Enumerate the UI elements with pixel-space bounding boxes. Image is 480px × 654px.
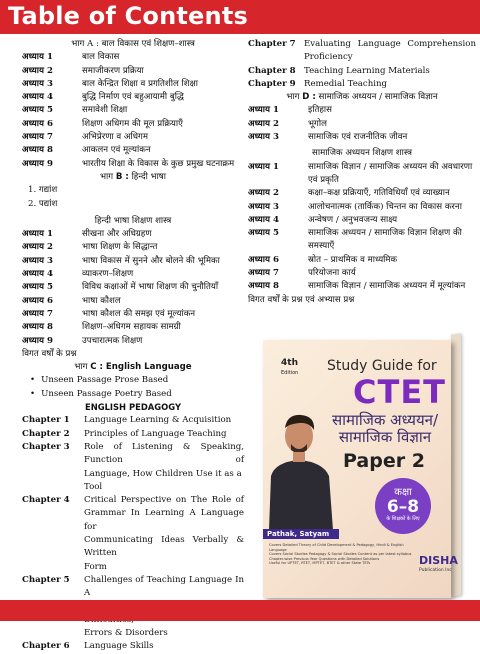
chapter-title: बाल केन्द्रित शिक्षा व प्रगतिशील शिक्षा bbox=[82, 78, 199, 89]
chapter-title: भाषा शिक्षण के सिद्धान्त bbox=[82, 242, 158, 253]
logo-sub: Publication Inc bbox=[419, 568, 452, 573]
edition-number: 4th bbox=[281, 358, 298, 368]
chapter-title: अभिप्रेरणा व अधिगम bbox=[82, 132, 148, 143]
chapter-number: Chapter 3 bbox=[22, 441, 70, 452]
page-title: Table of Contents bbox=[8, 2, 248, 30]
chapter-row bbox=[22, 131, 244, 144]
chapter-row bbox=[248, 267, 476, 280]
part-a-heading: भाग A : बाल विकास एवं शिक्षण–शास्त्र bbox=[71, 39, 195, 49]
chapter-title-line: Evaluating Language Comprehension bbox=[304, 39, 476, 49]
edition-label bbox=[281, 358, 298, 378]
chapter-number: Chapter 2 bbox=[22, 428, 70, 439]
chapter-row bbox=[248, 78, 476, 91]
chapter-title bbox=[80, 494, 244, 574]
chapter-title: कक्षा–कक्ष प्रक्रियाएँ, गतिविधियाँ एवं व्याख्यान bbox=[308, 188, 450, 199]
chapter-row bbox=[248, 161, 476, 188]
chapter-number: अध्याय 2 bbox=[22, 65, 53, 76]
chapter-title-line: Role of Listening & Speaking, Function of bbox=[84, 441, 244, 466]
book-ctet: CTET bbox=[353, 373, 446, 411]
disha-logo bbox=[419, 556, 458, 576]
chapter-title: आकलन एवं मूल्यांकन bbox=[82, 145, 151, 156]
part-b-heading bbox=[22, 171, 244, 184]
chapter-title: व्याकरण–शिक्षण bbox=[82, 269, 134, 280]
chapter-title: सामाजिक विज्ञान / सामाजिक अध्ययन में मूल्यांकन bbox=[308, 281, 466, 292]
chapter-number: अध्याय 3 bbox=[22, 255, 53, 266]
chapter-row bbox=[22, 308, 244, 321]
class-range: 6–8 bbox=[386, 497, 420, 517]
chapter-number: अध्याय 2 bbox=[248, 188, 279, 199]
blurb-line: Covers Social Studies Pedagogy & Social Studies Content as per latest syllabus bbox=[269, 552, 412, 557]
english-chapter-list-cont bbox=[248, 38, 476, 91]
chapter-number: अध्याय 9 bbox=[22, 158, 53, 169]
chapter-row bbox=[22, 241, 244, 254]
part-a-list bbox=[22, 51, 244, 171]
chapter-number: अध्याय 5 bbox=[22, 282, 53, 293]
part-d-prefix: भाग bbox=[286, 92, 300, 103]
list-item: 1. गद्यांश bbox=[28, 185, 58, 196]
chapter-row bbox=[22, 494, 244, 574]
list-item: • Unseen Passage Prose Based bbox=[22, 374, 244, 387]
class-badge bbox=[375, 478, 431, 534]
chapter-number: अध्याय 3 bbox=[248, 132, 279, 143]
chapter-title-line: Proficiency bbox=[304, 52, 353, 63]
part-b-title: हिन्दी भाषा bbox=[131, 171, 166, 182]
chapter-title-line: Language Learning & Acquisition bbox=[84, 415, 232, 426]
part-d-heading bbox=[248, 91, 476, 104]
chapter-row bbox=[248, 118, 476, 131]
chapter-number: अध्याय 2 bbox=[248, 118, 279, 129]
blurb-line: Useful for UPTET, RTET, MPTET, BTET & other State TETs bbox=[269, 561, 371, 566]
chapter-number: अध्याय 1 bbox=[22, 52, 53, 63]
chapter-row bbox=[22, 158, 244, 171]
book-study-guide: Study Guide for bbox=[327, 358, 437, 374]
chapter-title bbox=[80, 414, 244, 427]
chapter-title: सीखना और अधिग्रहण bbox=[82, 229, 152, 240]
chapter-title bbox=[300, 38, 476, 65]
chapter-title bbox=[300, 65, 476, 78]
chapter-row bbox=[22, 428, 244, 441]
chapter-row bbox=[248, 38, 476, 65]
part-c-prefix: भाग bbox=[74, 362, 88, 373]
part-d-title: सामाजिक अध्ययन / सामाजिक विज्ञान bbox=[318, 92, 438, 103]
part-c-title: C : English Language bbox=[90, 362, 192, 373]
chapter-row bbox=[22, 228, 244, 241]
previous-years-text: विगत वर्षों के प्रश्न bbox=[22, 348, 77, 359]
chapter-row bbox=[22, 104, 244, 117]
chapter-number: Chapter 4 bbox=[22, 495, 70, 506]
chapter-title: भाषा विकास में सुनने और बोलने की भूमिका bbox=[82, 255, 220, 266]
chapter-number: अध्याय 6 bbox=[22, 295, 53, 306]
chapter-number: अध्याय 8 bbox=[22, 322, 53, 333]
author-photo bbox=[263, 406, 339, 530]
chapter-number: अध्याय 9 bbox=[22, 335, 53, 346]
chapter-number: अध्याय 5 bbox=[22, 105, 53, 116]
chapter-number: अध्याय 7 bbox=[22, 308, 53, 319]
chapter-title: परियोजना कार्य bbox=[308, 268, 356, 279]
book-paper: Paper 2 bbox=[343, 450, 425, 472]
chapter-title bbox=[300, 78, 476, 91]
blurb-line: Covers Detailed Theory of Child Development & Pedagogy, Hindi & English Language bbox=[269, 543, 404, 552]
chapter-title-line: Form bbox=[84, 561, 107, 572]
book-blurb bbox=[269, 543, 419, 566]
chapter-number: अध्याय 1 bbox=[248, 105, 279, 116]
chapter-title: सामाजिक विज्ञान / सामाजिक अध्ययन की अवधारणा एवं प्रकृति bbox=[308, 161, 473, 185]
chapter-row bbox=[22, 268, 244, 281]
chapter-row bbox=[248, 227, 476, 254]
chapter-number: अध्याय 6 bbox=[248, 254, 279, 265]
bottom-bar bbox=[0, 600, 480, 621]
chapter-title: अन्वेषण / अनुभवजन्य साक्ष्य bbox=[308, 214, 398, 225]
part-b-letter: B : bbox=[115, 171, 129, 182]
chapter-number: अध्याय 7 bbox=[22, 132, 53, 143]
chapter-title: उपचारात्मक शिक्षण bbox=[82, 335, 143, 346]
part-c-heading bbox=[22, 361, 244, 374]
title-banner bbox=[0, 0, 480, 34]
chapter-number: Chapter 6 bbox=[22, 641, 70, 652]
chapter-title-line: Teaching Learning Materials bbox=[304, 65, 430, 76]
chapter-number: अध्याय 3 bbox=[248, 201, 279, 212]
chapter-row bbox=[248, 280, 476, 293]
chapter-title-line: Challenges of Teaching Language In A bbox=[84, 574, 244, 599]
chapter-row bbox=[22, 118, 244, 131]
chapter-title: आलोचनात्मक (तार्किक) चिन्तन का विकास करना bbox=[308, 201, 462, 212]
chapter-row bbox=[22, 65, 244, 78]
chapter-title: स्रोत – प्राथमिक व माध्यमिक bbox=[308, 254, 398, 265]
part-d-letter: D : bbox=[302, 92, 316, 103]
chapter-title: भूगोल bbox=[308, 118, 327, 129]
chapter-row bbox=[22, 335, 244, 348]
chapter-number: Chapter 7 bbox=[248, 39, 296, 49]
chapter-title-line: Remedial Teaching bbox=[304, 78, 388, 89]
chapter-number: अध्याय 5 bbox=[248, 228, 279, 239]
part-d-list bbox=[248, 104, 476, 144]
chapter-row bbox=[22, 255, 244, 268]
chapter-number: अध्याय 3 bbox=[22, 78, 53, 89]
class-label: कक्षा bbox=[394, 487, 412, 498]
chapter-title: इतिहास bbox=[308, 105, 332, 116]
chapter-number: अध्याय 4 bbox=[248, 214, 279, 225]
list-item: • Unseen Passage Poetry Based bbox=[22, 388, 244, 401]
chapter-title: समाजीकरण प्रक्रिया bbox=[82, 65, 144, 76]
chapter-row bbox=[22, 414, 244, 427]
chapter-number: Chapter 1 bbox=[22, 415, 70, 426]
chapter-title-line: Principles of Language Teaching bbox=[84, 428, 227, 439]
chapter-title: बाल विकास bbox=[82, 52, 120, 63]
book-cover bbox=[263, 332, 463, 598]
chapter-number: अध्याय 4 bbox=[22, 92, 53, 103]
logo-text: DISHA bbox=[419, 554, 458, 567]
social-pedagogy-list bbox=[248, 161, 476, 294]
chapter-title bbox=[80, 428, 244, 441]
chapter-number: अध्याय 2 bbox=[22, 242, 53, 253]
book-subject-line: सामाजिक अध्ययन/ bbox=[331, 411, 439, 429]
chapter-title: सामाजिक अध्ययन / सामाजिक विज्ञान शिक्षण की समस्याएँ bbox=[308, 228, 462, 252]
class-sub: के शिक्षकों के लिए bbox=[386, 516, 420, 522]
chapter-row bbox=[248, 187, 476, 200]
chapter-title: बुद्धि निर्माण एवं बहुआयामी बुद्धि bbox=[82, 92, 184, 103]
left-column bbox=[22, 38, 244, 654]
chapter-number: अध्याय 8 bbox=[22, 145, 53, 156]
book-front bbox=[263, 340, 458, 598]
chapter-row bbox=[248, 131, 476, 144]
hindi-pedagogy-list bbox=[22, 228, 244, 348]
chapter-row bbox=[22, 51, 244, 64]
chapter-number: Chapter 9 bbox=[248, 78, 296, 89]
chapter-row bbox=[22, 78, 244, 91]
chapter-row bbox=[248, 65, 476, 78]
book-subject bbox=[323, 412, 447, 446]
right-column bbox=[248, 38, 476, 307]
previous-years-text: विगत वर्षों के प्रश्न एवं अभ्यास प्रश्न bbox=[248, 294, 355, 305]
chapter-title bbox=[80, 441, 244, 494]
chapter-number: अध्याय 7 bbox=[248, 268, 279, 279]
chapter-number: अध्याय 1 bbox=[22, 229, 53, 240]
chapter-number: अध्याय 8 bbox=[248, 281, 279, 292]
chapter-title-line: Language, How Children Use it as a Tool bbox=[84, 468, 242, 492]
chapter-row bbox=[248, 214, 476, 227]
chapter-number: Chapter 5 bbox=[22, 574, 70, 585]
chapter-row bbox=[248, 254, 476, 267]
part-b-prefix: भाग bbox=[100, 171, 114, 182]
chapter-number: अध्याय 6 bbox=[22, 118, 53, 129]
chapter-row bbox=[248, 201, 476, 214]
chapter-row bbox=[22, 281, 244, 294]
chapter-row bbox=[22, 321, 244, 334]
chapter-title-line: Language Skills bbox=[84, 641, 154, 652]
chapter-title-line: Communicating Ideas Verbally & Written bbox=[84, 534, 244, 559]
chapter-title: शिक्षण अधिगम की मूल प्रक्रियाएँ bbox=[82, 118, 183, 129]
chapter-row bbox=[22, 640, 244, 653]
chapter-title: शिक्षण–अधिगम सहायक सामग्री bbox=[82, 322, 181, 333]
chapter-title: भाषा कौशल की समझ एवं मूल्यांकन bbox=[82, 308, 196, 319]
chapter-title: सामाजिक एवं राजनीतिक जीवन bbox=[308, 132, 408, 143]
chapter-title: भारतीय शिक्षा के विकास के कुछ प्रमुख घटनाक्रम bbox=[82, 158, 235, 169]
part-b-list bbox=[22, 184, 244, 211]
chapter-row bbox=[22, 441, 244, 494]
english-pedagogy-heading: ENGLISH PEDAGOGY bbox=[84, 402, 182, 413]
edition-word: Edition bbox=[281, 370, 299, 376]
list-item: 2. पद्यांश bbox=[28, 198, 58, 209]
chapter-title: भाषा कौशल bbox=[82, 295, 121, 306]
chapter-number: अध्याय 4 bbox=[22, 269, 53, 280]
chapter-row bbox=[248, 104, 476, 117]
chapter-title-line: Errors & Disorders bbox=[84, 628, 168, 639]
chapter-row bbox=[22, 91, 244, 104]
chapter-title: विविध कक्षाओं में भाषा शिक्षण की चुनौतियाँ bbox=[82, 282, 219, 293]
book-subject-line: सामाजिक विज्ञान bbox=[338, 428, 432, 446]
chapter-title bbox=[80, 640, 244, 653]
blurb-line: Chapter-wise Previous Year Questions with Detailed Solutions bbox=[269, 556, 380, 561]
chapter-number: अध्याय 1 bbox=[248, 161, 279, 172]
chapter-number: Chapter 8 bbox=[248, 65, 296, 76]
chapter-row bbox=[22, 144, 244, 157]
hindi-pedagogy-heading: हिन्दी भाषा शिक्षण शास्त्र bbox=[94, 215, 172, 226]
book-author: Pathak, Satyam bbox=[263, 529, 339, 539]
social-pedagogy-heading: सामाजिक अध्ययन शिक्षण शास्त्र bbox=[312, 148, 412, 159]
chapter-row bbox=[22, 295, 244, 308]
chapter-title-line: Critical Perspective on The Role of bbox=[84, 495, 244, 506]
chapter-title: समावेशी शिक्षा bbox=[82, 105, 128, 116]
chapter-title-line: Grammar In Learning A Language for bbox=[84, 508, 244, 532]
